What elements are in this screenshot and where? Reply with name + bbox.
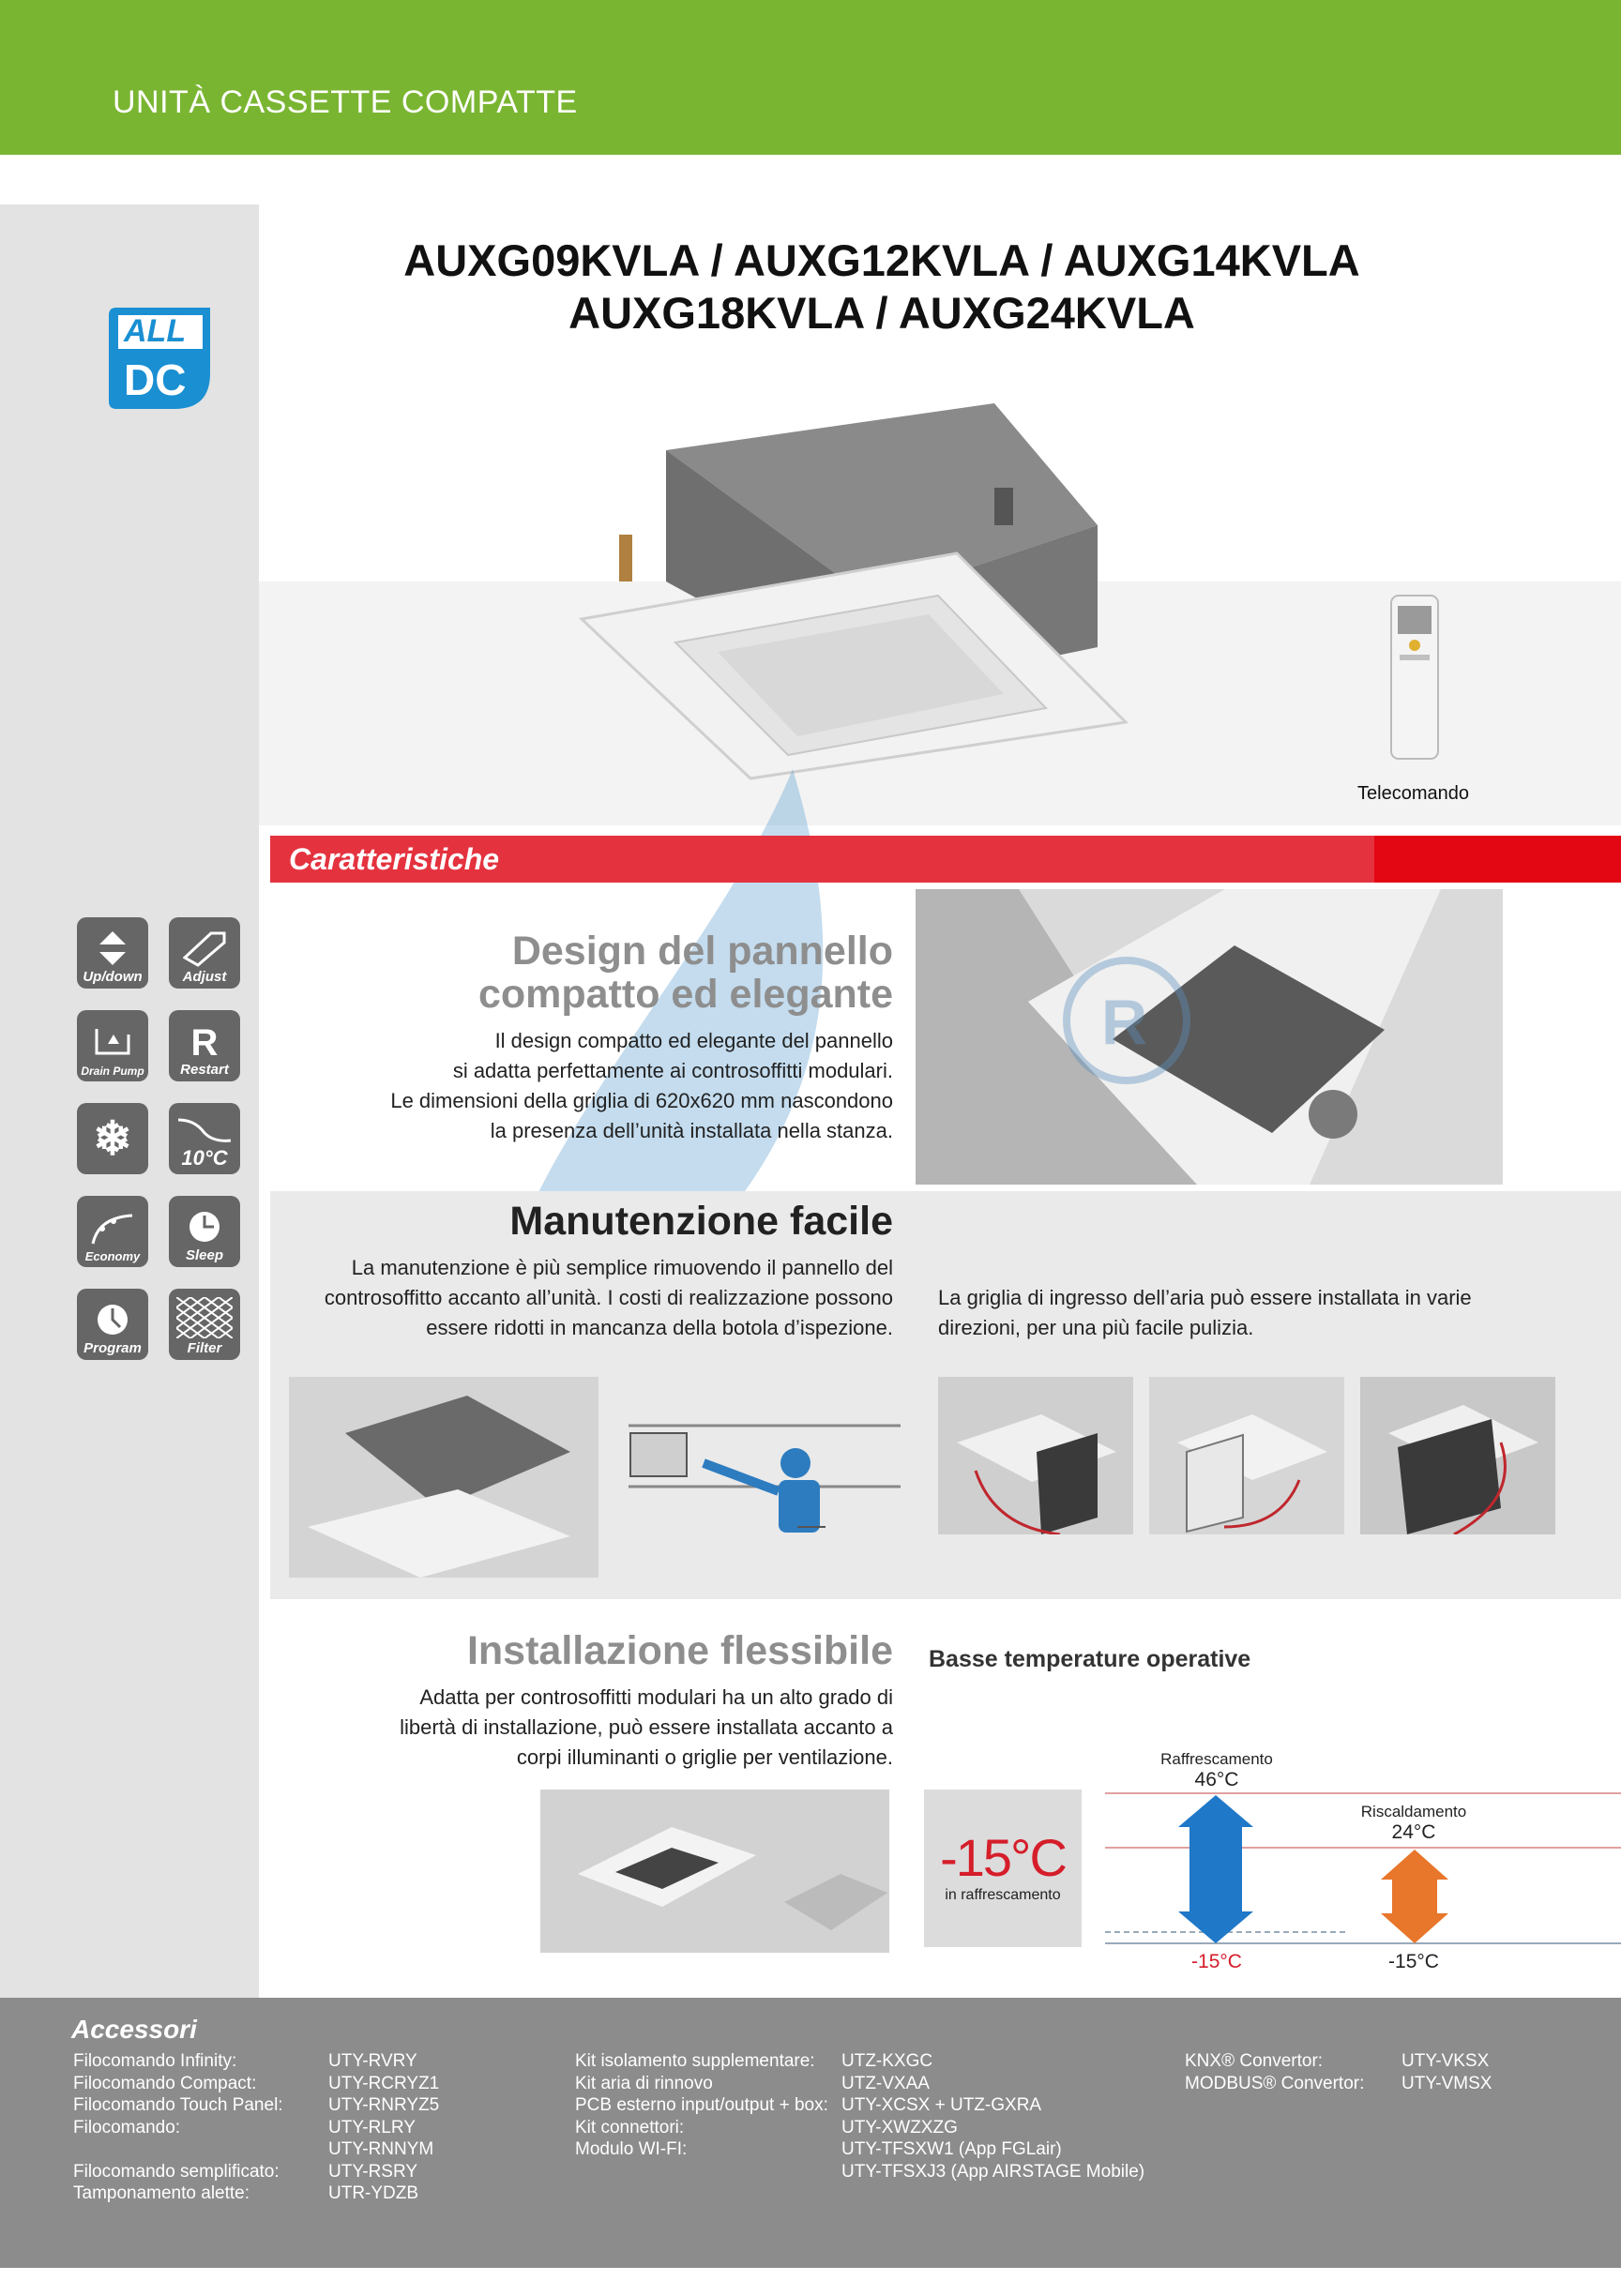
low-temp-title: Basse temperature operative bbox=[929, 1646, 1251, 1672]
icon-label: Adjust bbox=[182, 969, 227, 985]
heating-max: 24°C bbox=[1391, 1821, 1436, 1843]
installation-body-line: libertà di installazione, può essere installata accanto a bbox=[400, 1715, 893, 1739]
all-dc-badge bbox=[109, 308, 210, 409]
icon-label: Sleep bbox=[185, 1247, 224, 1263]
icon-label: Economy bbox=[84, 1249, 141, 1263]
up-down-icon bbox=[77, 917, 148, 989]
cooling-label: Raffrescamento bbox=[1160, 1750, 1273, 1768]
ten-degree-icon bbox=[169, 1103, 240, 1174]
grille-orientation-image-1 bbox=[938, 1377, 1133, 1534]
drain-pump-icon bbox=[77, 1010, 148, 1081]
maintenance-body-line: controsoffitto accanto all’unità. I costi di realizzazione possono bbox=[324, 1286, 893, 1309]
design-body bbox=[281, 1026, 893, 1146]
svg-text:R: R bbox=[1101, 987, 1148, 1058]
flexible-installation-image bbox=[540, 1790, 889, 1953]
icon-label: Drain Pump bbox=[81, 1065, 144, 1078]
technician-illustration bbox=[629, 1407, 901, 1548]
cooling-max: 46°C bbox=[1194, 1769, 1239, 1790]
features-bar-label: Caratteristiche bbox=[289, 842, 500, 876]
maintenance-body-line: La manutenzione è più semplice rimuovendo il pannello del bbox=[351, 1256, 893, 1279]
model-line-2: AUXG18KVLA / AUXG24KVLA bbox=[568, 288, 1195, 338]
header-bar bbox=[0, 0, 1621, 155]
heating-label: Riscaldamento bbox=[1360, 1803, 1467, 1820]
low-temp-big-value: -15°C bbox=[940, 1828, 1066, 1887]
icon-label: Up/down bbox=[83, 969, 143, 985]
badge-bottom-text: DC bbox=[124, 355, 187, 404]
snowflake-glyph: ❄ bbox=[93, 1112, 132, 1165]
low-temp-big-caption: in raffrescamento bbox=[945, 1887, 1061, 1903]
maintenance-title: Manutenzione facile bbox=[509, 1199, 893, 1244]
maintenance-body bbox=[272, 1253, 893, 1343]
design-body-line: si adatta perfettamente ai controsoffitti modulari. bbox=[452, 1059, 893, 1082]
accessories-col1-labels: Filocomando Infinity: Filocomando Compact: Filocomando Touch Panel: Filocomando: Filocomando semplificato: Tamponamento alette: bbox=[73, 2051, 283, 2203]
icon-label: Program bbox=[83, 1340, 142, 1356]
filter-icon bbox=[169, 1289, 240, 1360]
design-body-line: Le dimensioni della griglia di 620x620 mm nascondono bbox=[390, 1089, 893, 1112]
accessories-title: Accessori bbox=[71, 2015, 197, 2044]
design-title-line-1: Design del pannello bbox=[511, 929, 893, 974]
sleep-icon bbox=[169, 1196, 240, 1267]
grille-text bbox=[938, 1283, 1472, 1343]
installation-body bbox=[281, 1683, 893, 1773]
installation-title: Installazione flessibile bbox=[466, 1628, 893, 1673]
cassette-unit-image bbox=[563, 385, 1144, 788]
grille-orientation-image-2 bbox=[1149, 1377, 1344, 1534]
accessories-col3-labels: KNX® Convertor: MODBUS® Convertor: bbox=[1185, 2051, 1365, 2093]
icon-label: Filter bbox=[187, 1340, 222, 1356]
panel-closeup-image bbox=[916, 889, 1503, 1185]
installation-body-line: corpi illuminanti o griglie per ventilazione. bbox=[516, 1745, 893, 1769]
remote-caption: Telecomando bbox=[1357, 783, 1469, 804]
adjust-icon bbox=[169, 917, 240, 989]
design-title-line-2: compatto ed elegante bbox=[477, 972, 893, 1017]
restart-icon bbox=[169, 1010, 240, 1081]
page-category-title: UNITÀ CASSETTE COMPATTE bbox=[113, 84, 578, 120]
design-body-line: la presenza dell’unità installata nella stanza. bbox=[490, 1119, 893, 1142]
program-icon bbox=[77, 1289, 148, 1360]
cooling-min: -15°C bbox=[1191, 1951, 1242, 1972]
design-body-line: Il design compatto ed elegante del pannello bbox=[494, 1029, 893, 1052]
restart-glyph: R bbox=[190, 1022, 219, 1064]
grille-orientation-image-3 bbox=[1360, 1377, 1555, 1534]
grille-text-line: direzioni, per una più facile pulizia. bbox=[938, 1316, 1254, 1339]
badge-top-text: ALL bbox=[124, 313, 187, 349]
accessories-col3-values: UTY-VKSX UTY-VMSX bbox=[1401, 2051, 1492, 2093]
maintenance-body-line: essere ridotti in mancanza della botola d’ispezione. bbox=[426, 1316, 893, 1339]
icon-label: Restart bbox=[180, 1062, 229, 1078]
snowflake-sun-icon bbox=[77, 1103, 148, 1174]
model-line-1: AUXG09KVLA / AUXG12KVLA / AUXG14KVLA bbox=[403, 235, 1360, 285]
left-sidebar bbox=[0, 204, 259, 1998]
accessories-col1-values: UTY-RVRY UTY-RCRYZ1 UTY-RNRYZ5 UTY-RLRY UTY-RNNYM UTY-RSRY UTR-YDZB bbox=[328, 2051, 440, 2203]
installation-body-line: Adatta per controsoffitti modulari ha un alto grado di bbox=[419, 1685, 893, 1709]
grille-text-line: La griglia di ingresso dell’aria può essere installata in varie bbox=[938, 1286, 1472, 1309]
features-bar-accent bbox=[1374, 836, 1621, 883]
economy-icon bbox=[77, 1196, 148, 1267]
heating-min: -15°C bbox=[1388, 1951, 1439, 1972]
remote-control-image bbox=[1388, 593, 1441, 762]
icon-label: 10°C bbox=[181, 1146, 228, 1170]
ceiling-opening-image bbox=[289, 1377, 598, 1578]
accessories-col2-values: UTZ-KXGC UTZ-VXAA UTY-XCSX + UTZ-GXRA UTY-XWZXZG UTY-TFSXW1 (App FGLair) UTY-TFSXJ3 (App AIRSTAGE Mobile) bbox=[841, 2051, 1145, 2182]
accessories-col2-labels: Kit isolamento supplementare: Kit aria di rinnovo PCB esterno input/output + box: Kit connettori: Modulo WI-FI: bbox=[575, 2051, 828, 2159]
